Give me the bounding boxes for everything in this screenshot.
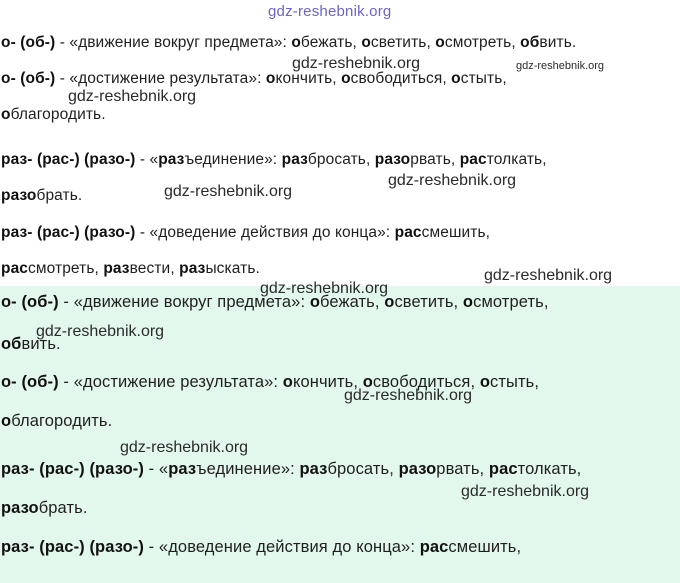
bold-segment: (рас-) (разо-) [34, 538, 144, 556]
text-segment: смешить, [448, 538, 522, 556]
bold-segment: o- [1, 34, 16, 51]
text-segment: бросать, [327, 460, 399, 478]
text-line [1, 538, 521, 557]
text-segment: ъединение»: [184, 151, 282, 168]
bold-segment: o- [1, 70, 16, 87]
bold-segment: рас [1, 260, 29, 277]
bold-segment: раз [103, 260, 130, 277]
text-line [1, 106, 106, 124]
text-segment: кончить, [292, 373, 363, 391]
text-segment: - «движение вокруг предмета»: [55, 34, 292, 51]
watermark: gdz-reshebnik.org [388, 172, 517, 189]
bold-segment: рас [488, 460, 518, 478]
text-line [1, 34, 576, 52]
bold-segment: раз [158, 151, 185, 168]
bold-segment: разо [374, 151, 411, 168]
text-segment: смешить, [421, 224, 491, 241]
bold-segment: раз [168, 460, 197, 478]
text-segment: рвать, [436, 460, 489, 478]
bold-segment: (рас-) (разо-) [32, 224, 136, 241]
bold-segment: (рас-) (разо-) [32, 151, 136, 168]
watermark: gdz-reshebnik.org [260, 280, 389, 297]
bold-segment: разо [1, 187, 37, 204]
bold-segment: о [1, 106, 11, 123]
text-segment: вить. [539, 34, 577, 51]
bold-segment: о [451, 70, 461, 87]
bold-segment: рас [394, 224, 422, 241]
bold-segment: раз [281, 151, 308, 168]
text-segment: брать. [36, 187, 83, 204]
top-section [0, 0, 680, 286]
text-segment: смотреть, [473, 293, 549, 311]
watermark: gdz-reshebnik.org [164, 183, 293, 200]
bold-segment: (об-) [16, 373, 59, 391]
text-line [1, 260, 260, 278]
bold-segment: рас [459, 151, 487, 168]
text-segment: благородить. [11, 412, 113, 430]
text-segment: стыть, [490, 373, 540, 391]
text-segment: - «достижение результата»: [55, 70, 266, 87]
bold-segment: о [435, 34, 445, 51]
text-segment: бежать, [300, 34, 362, 51]
header-watermark: gdz-reshebnik.org [268, 3, 392, 20]
bold-segment: (об-) [15, 70, 56, 87]
text-segment: - « [143, 460, 169, 478]
text-segment: бросать, [307, 151, 375, 168]
watermark: gdz-reshebnik.org [344, 387, 473, 404]
bold-segment: о [362, 373, 373, 391]
text-segment: толкать, [517, 460, 582, 478]
bold-segment: о [1, 412, 12, 430]
text-segment: свободиться, [372, 373, 480, 391]
text-segment: светить, [370, 34, 436, 51]
watermark: gdz-reshebnik.org [68, 88, 197, 105]
text-line [1, 151, 547, 169]
watermark: gdz-reshebnik.org [461, 483, 590, 500]
watermark: gdz-reshebnik.org [484, 267, 613, 284]
text-segment: вести, [129, 260, 180, 277]
text-segment: вить. [21, 335, 61, 353]
text-line [1, 499, 88, 518]
bold-segment: о [341, 70, 351, 87]
bold-segment: об [520, 34, 540, 51]
text-segment: свободиться, [350, 70, 452, 87]
text-segment: брать. [38, 499, 88, 517]
text-segment: смотреть, [28, 260, 104, 277]
bold-segment: о [361, 34, 371, 51]
text-segment: благородить. [10, 106, 106, 123]
bold-segment: раз [179, 260, 206, 277]
text-segment: - «движение вокруг предмета»: [58, 293, 310, 311]
bold-segment: (об-) [16, 293, 59, 311]
text-segment: стыть, [460, 70, 507, 87]
text-line [1, 187, 82, 205]
text-segment: - «доведение действия до конца»: [135, 224, 395, 241]
bold-segment: о [282, 373, 293, 391]
bold-segment: раз- [1, 151, 33, 168]
text-line [1, 460, 581, 479]
text-segment: смотреть, [444, 34, 521, 51]
text-segment: - «доведение действия до конца»: [143, 538, 420, 556]
text-line [1, 224, 490, 242]
watermark: gdz-reshebnik.org [516, 60, 605, 72]
bold-segment: раз- [1, 460, 35, 478]
text-segment: - «достижение результата»: [58, 373, 283, 391]
bold-segment: раз [299, 460, 328, 478]
text-segment: бежать, [320, 293, 385, 311]
text-segment: светить, [394, 293, 463, 311]
bold-segment: раз- [1, 538, 35, 556]
text-segment: кончить, [275, 70, 342, 87]
text-line [1, 412, 112, 431]
bold-segment: рас [419, 538, 449, 556]
watermark: gdz-reshebnik.org [120, 439, 249, 456]
bold-segment: o- [1, 293, 17, 311]
text-segment: рвать, [410, 151, 460, 168]
text-line [1, 70, 507, 88]
text-segment: толкать, [486, 151, 547, 168]
bold-segment: о [265, 70, 276, 87]
bold-segment: о [309, 293, 321, 311]
bold-segment: разо [398, 460, 437, 478]
text-segment: ыскать. [205, 260, 260, 277]
bold-segment: разо [1, 499, 39, 517]
watermark: gdz-reshebnik.org [36, 323, 165, 340]
bold-segment: раз- [1, 224, 33, 241]
bold-segment: о [291, 34, 301, 51]
bold-segment: o- [1, 373, 17, 391]
bold-segment: о [462, 293, 474, 311]
text-segment: ъединение»: [196, 460, 300, 478]
text-segment: - « [135, 151, 159, 168]
bold-segment: (об-) [15, 34, 56, 51]
bold-segment: об [1, 335, 22, 353]
bold-segment: о [479, 373, 491, 391]
watermark: gdz-reshebnik.org [292, 55, 421, 72]
bold-segment: (рас-) (разо-) [34, 460, 144, 478]
bold-segment: о [384, 293, 395, 311]
